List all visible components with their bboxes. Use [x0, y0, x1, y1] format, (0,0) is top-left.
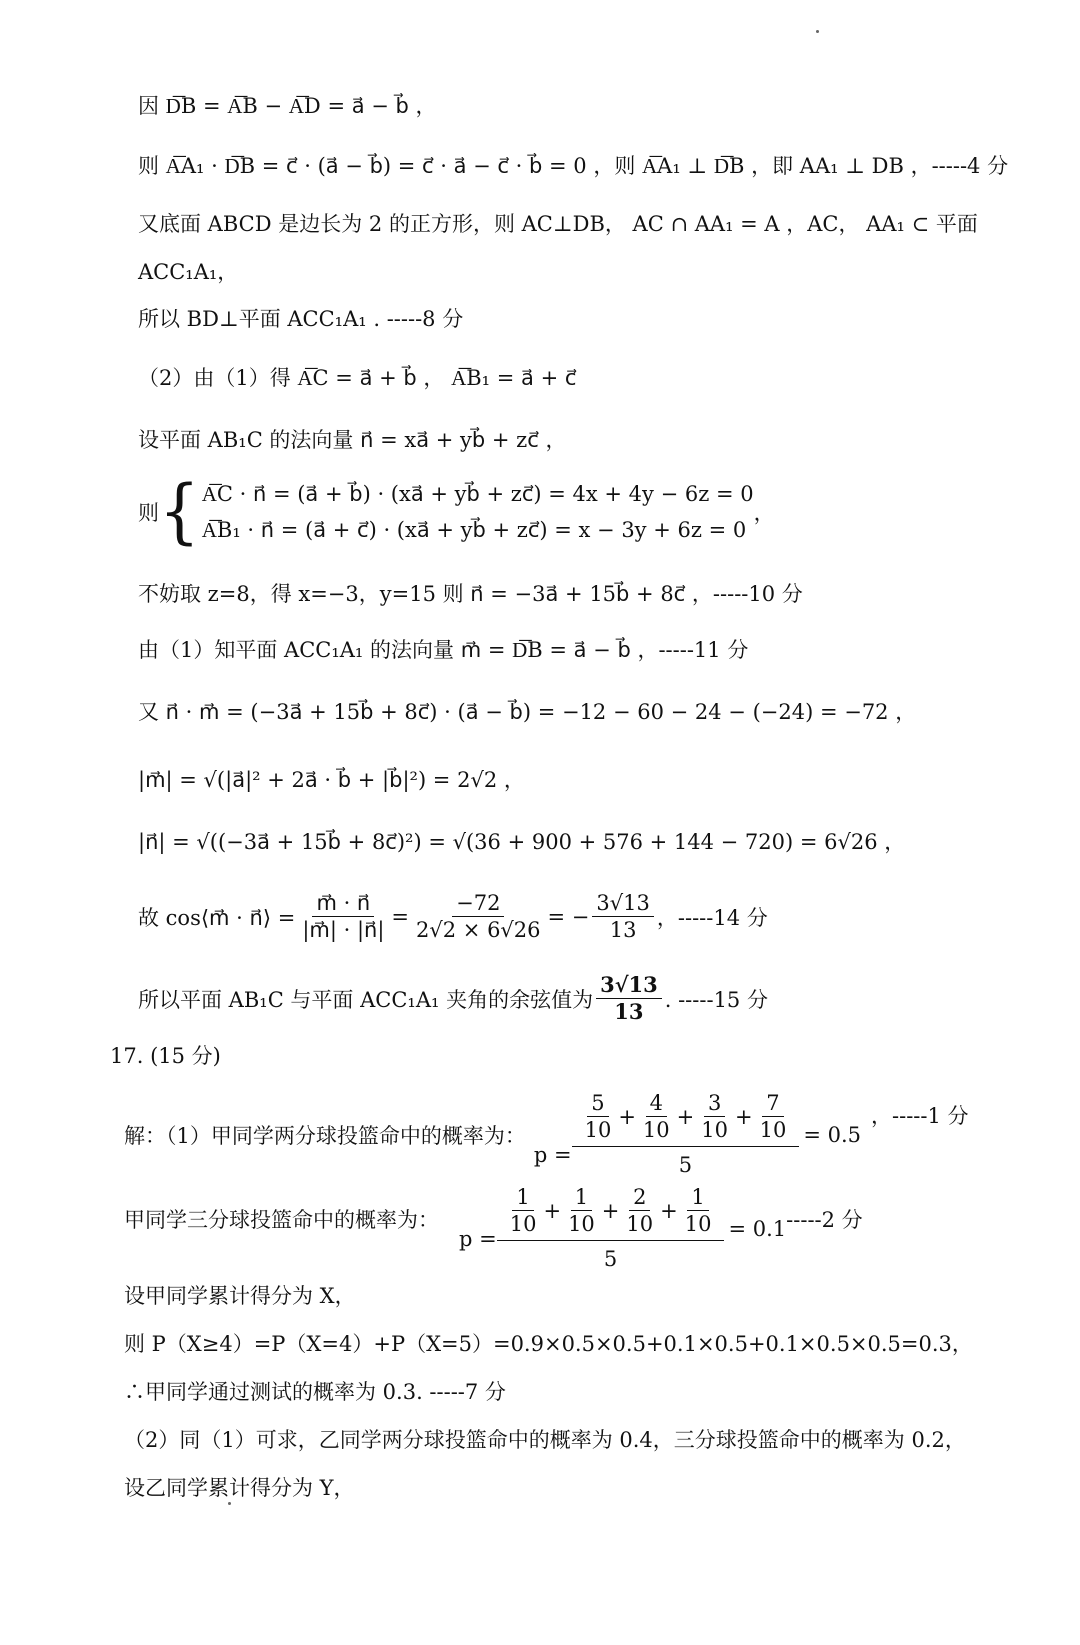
- s2-term-1: [506, 1184, 541, 1237]
- solution-1-denominator: 5: [678, 1153, 693, 1177]
- s2-term-1-num: 1: [512, 1184, 533, 1211]
- text-line-7: 设平面 AB₁C 的法向量 n⃗ = xa⃗ + yb⃗ + zc⃗ ，: [138, 428, 567, 452]
- fraction-3-numerator: 3√13: [592, 890, 653, 917]
- text-line-9: 不妨取 z=8，得 x=−3，y=15 则 n⃗ = −3a⃗ + 15b⃗ + 8c⃗ ，-----10 分: [138, 582, 803, 606]
- text-line-11: 又 n⃗ · m⃗ = (−3a⃗ + 15b⃗ + 8c⃗) · (a⃗ − b⃗) = −12 − 60 − 24 − (−24) = −72 ，: [138, 700, 917, 724]
- text-line-4: ACC₁A₁，: [138, 260, 239, 284]
- fraction-1-denominator: |m⃗| · |n⃗|: [302, 918, 385, 942]
- s1-term-3-den: 10: [701, 1118, 728, 1142]
- fraction-2-numerator: −72: [452, 890, 504, 917]
- text-line-10: 由（1）知平面 ACC₁A₁ 的法向量 m⃗ = D͞B = a⃗ − b⃗ ，-----11 分: [138, 638, 749, 662]
- s1-term-1-num: 5: [587, 1090, 608, 1117]
- solution-line-5: ∴甲同学通过测试的概率为 0.3. -----7 分: [124, 1380, 506, 1404]
- s1-term-2-den: 10: [642, 1118, 670, 1142]
- solution-line-7: 设乙同学累计得分为 Y，: [124, 1476, 355, 1500]
- text-line-3: 又底面 ABCD 是边长为 2 的正方形，则 AC⊥DB， AC ∩ AA₁ = A ，AC， AA₁ ⊂ 平面: [138, 212, 978, 236]
- equation-system: [138, 471, 775, 553]
- solution-1-prefix: 解：（1）甲同学两分球投篮命中的概率为：: [124, 1124, 526, 1148]
- solution-2-numerator: [497, 1184, 725, 1241]
- page-mark-bottom: [228, 1502, 231, 1505]
- text-line-5: 所以 BD⊥平面 ACC₁A₁ . -----8 分: [138, 307, 464, 331]
- solution-2-p: p =: [459, 1227, 497, 1251]
- equation-lines: [202, 480, 754, 544]
- s1-term-1: [581, 1090, 616, 1143]
- s1-term-2-num: 4: [646, 1090, 667, 1117]
- page-mark: [816, 30, 819, 33]
- solution-1-fraction: [572, 1090, 800, 1180]
- s2-term-2-den: 10: [568, 1212, 595, 1236]
- plus-5: +: [601, 1198, 620, 1223]
- equation-prefix: 则: [138, 501, 159, 525]
- s1-term-4-den: 10: [759, 1118, 787, 1142]
- s2-term-3-den: 10: [626, 1212, 654, 1236]
- s1-term-4-num: 7: [762, 1090, 783, 1117]
- solution-line-1: [124, 1090, 969, 1180]
- solution-1-numerator: [572, 1090, 800, 1147]
- plus-4: +: [543, 1198, 562, 1223]
- cosine-suffix: ，-----14 分: [656, 905, 768, 930]
- plus-1: +: [618, 1104, 636, 1129]
- left-brace: {: [159, 471, 200, 553]
- solution-1-suffix: ，-----1 分: [871, 1104, 969, 1128]
- plus-6: +: [660, 1198, 678, 1223]
- s2-term-3-num: 2: [629, 1184, 650, 1211]
- text-line-1: 因 D͞B = A͞B − A͞D = a⃗ − b⃗ ，: [138, 94, 437, 118]
- text-line-2: 则 A͞A₁ · D͞B = c⃗ · (a⃗ − b⃗) = c⃗ · a⃗ − c⃗ · b⃗ = 0 ，则 A͞A₁ ⊥ D͞B ，即 AA₁ ⊥ DB ，-----4 分: [138, 154, 1009, 178]
- fraction-3: [592, 890, 653, 943]
- s1-term-2: [639, 1090, 674, 1143]
- solution-2-denominator: 5: [603, 1247, 618, 1271]
- plus-3: +: [735, 1104, 753, 1129]
- cosine-prefix: 故 cos⟨m⃗ · n⃗⟩ =: [138, 905, 296, 930]
- equation-line-2: A͞B₁ · n⃗ = (a⃗ + c⃗) · (xa⃗ + yb⃗ + zc⃗) = x − 3y + 6z = 0: [201, 518, 747, 542]
- s2-term-4: [681, 1184, 716, 1237]
- solution-2-fraction: [497, 1184, 725, 1274]
- equals-2: = −: [547, 904, 590, 929]
- conclusion-numerator: 3√13: [596, 972, 662, 999]
- solution-2-suffix: -----2 分: [786, 1208, 863, 1232]
- solution-1-result: = 0.5: [803, 1123, 862, 1147]
- equation-suffix: ，: [753, 501, 775, 525]
- s1-term-3-num: 3: [704, 1090, 725, 1117]
- question-17-heading: 17. (15 分): [110, 1044, 221, 1068]
- cosine-line: [138, 890, 768, 943]
- text-line-13: |n⃗| = √((−3a⃗ + 15b⃗ + 8c⃗)²) = √(36 + 900 + 576 + 144 − 720) = 6√26 ，: [138, 830, 906, 854]
- s1-term-1-den: 10: [584, 1118, 612, 1142]
- text-line-12: |m⃗| = √(|a⃗|² + 2a⃗ · b⃗ + |b⃗|²) = 2√2 ，: [138, 768, 525, 792]
- s2-term-2: [564, 1184, 599, 1237]
- conclusion-denominator: 13: [614, 999, 644, 1024]
- solution-2-prefix: 甲同学三分球投篮命中的概率为：: [124, 1208, 439, 1232]
- fraction-3-denominator: 13: [609, 918, 637, 942]
- s2-term-2-num: 1: [571, 1184, 592, 1211]
- solution-line-3: 设甲同学累计得分为 X，: [124, 1284, 356, 1308]
- conclusion-suffix: . -----15 分: [664, 987, 768, 1012]
- fraction-2-denominator: 2√2 × 6√26: [416, 918, 541, 942]
- solution-line-2: [124, 1184, 863, 1274]
- conclusion-fraction: [596, 972, 662, 1025]
- s2-term-1-den: 10: [509, 1212, 537, 1236]
- fraction-1-numerator: m⃗ · n⃗: [312, 890, 374, 917]
- s1-term-3: [697, 1090, 732, 1143]
- conclusion-line: [138, 972, 768, 1025]
- s2-term-4-den: 10: [684, 1212, 712, 1236]
- s2-term-3: [622, 1184, 657, 1237]
- solution-1-p: p =: [533, 1143, 572, 1167]
- s2-term-4-num: 1: [687, 1184, 708, 1211]
- equals-1: =: [391, 904, 410, 929]
- s1-term-4: [756, 1090, 791, 1143]
- solution-line-6: （2）同（1）可求，乙同学两分球投篮命中的概率为 0.4，三分球投篮命中的概率为 0.2，: [124, 1428, 966, 1452]
- solution-line-4: 则 P（X≥4）=P（X=4）+P（X=5）=0.9×0.5×0.5+0.1×0.5+0.1×0.5×0.5=0.3，: [124, 1332, 973, 1356]
- conclusion-prefix: 所以平面 AB₁C 与平面 ACC₁A₁ 夹角的余弦值为: [138, 987, 594, 1012]
- fraction-2: [412, 890, 545, 943]
- fraction-1: [298, 890, 388, 943]
- text-line-6: （2）由（1）得 A͞C = a⃗ + b⃗ ， A͞B₁ = a⃗ + c⃗: [138, 366, 577, 390]
- solution-2-result: = 0.1: [728, 1217, 787, 1241]
- plus-2: +: [676, 1104, 695, 1129]
- equation-line-1: A͞C · n⃗ = (a⃗ + b⃗) · (xa⃗ + yb⃗ + zc⃗) = 4x + 4y − 6z = 0: [201, 482, 754, 506]
